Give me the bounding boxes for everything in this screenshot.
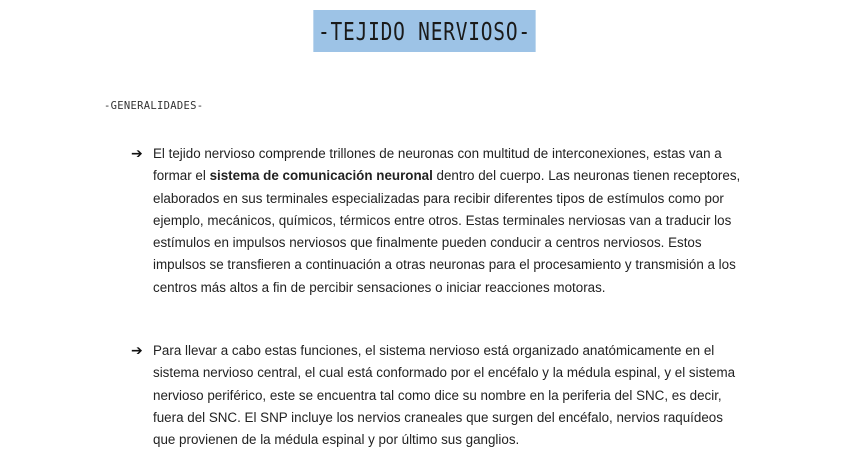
bullet-paragraph: Para llevar a cabo estas funciones, el sistema nervioso está organizado anatómicamente en el sistema nervioso central, el cual está conformado por el encéfalo y la médula espinal, y el sistema nervioso periférico, este se encuentra tal como dice su nombre en la periferia del SNC, es decir, fuera del SNC. El SNP incluye los nervios craneales que surgen del encéfalo, nervios raquídeos que provienen de la médula espinal y por último sus ganglios. [153,343,736,448]
section-heading: -GENERALIDADES- [104,100,204,112]
arrow-bullet-icon: ➔ [131,343,143,359]
page-title: -TEJIDO NERVIOSO- [313,10,535,52]
bullet-paragraph [153,143,743,299]
paragraph-text-end: dentro del cuerpo. Las neuronas tienen receptores, elaborados en sus terminales especializadas para recibir diferentes tipos de estímulos como por ejemplo, mecánicos, químicos, térmicos entre otros. Estas terminales nerviosas van a traducir los estímulos en impulsos nerviosos que finalmente pueden conducir a centros nerviosos. Estos impulsos se transfieren a continuación a otras neuronas para el procesamiento y transmisión a los centros más altos a fin de percibir sensaciones o iniciar reacciones motoras. [153,168,741,295]
arrow-bullet-icon: ➔ [131,146,143,162]
paragraph-text-start: El tejido nervioso comprende trillones de neuronas con multitud de interconexiones, estas van a formar el [153,146,722,184]
paragraph-bold-term: sistema de comunicación neuronal [209,168,433,184]
title-container [0,10,848,52]
